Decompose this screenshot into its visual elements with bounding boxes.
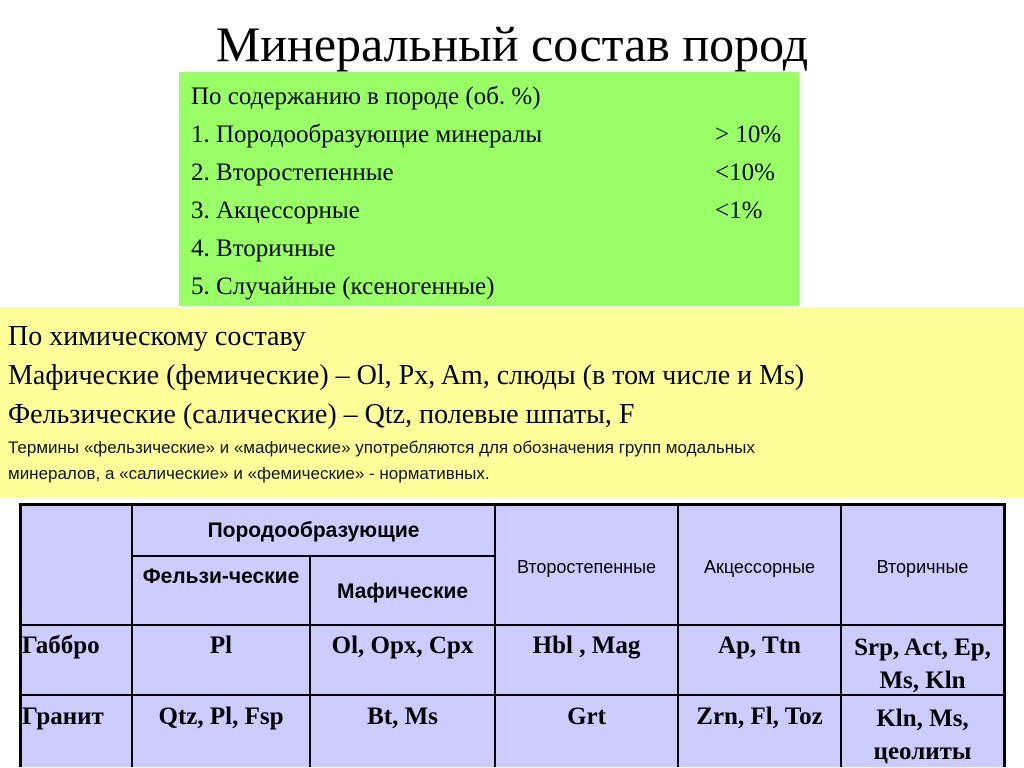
- header-accessory: Акцессорные: [703, 557, 816, 577]
- row-rock-name: Габбро: [22, 632, 100, 659]
- item-label: 1. Породообразующие минералы: [191, 121, 543, 148]
- item-percent: > 10%: [715, 121, 782, 148]
- list-item: [191, 116, 799, 154]
- cell-alteration: Kln, Ms, цеолиты: [873, 705, 972, 765]
- item-label: 3. Акцессорные: [191, 197, 360, 224]
- header-felsic: Фельзи-ческие: [142, 565, 300, 588]
- terminology-note-line: минералов, а «салические» и «фемические» - нормативных.: [8, 464, 490, 483]
- cell-felsic: Qtz, Pl, Fsp: [158, 703, 284, 730]
- item-percent: <1%: [715, 197, 763, 224]
- list-item: [191, 268, 799, 306]
- mineral-table: [19, 503, 1006, 767]
- chemistry-classification-box: [0, 307, 1024, 497]
- list-item: [191, 230, 799, 268]
- list-item: [191, 192, 799, 230]
- item-label: 2. Второстепенные: [191, 159, 394, 186]
- header-alteration: Вторичные: [876, 557, 969, 577]
- item-label: 4. Вторичные: [191, 235, 336, 262]
- header-secondary: Второстепенные: [516, 557, 657, 577]
- page-title: Минеральный состав пород: [215, 16, 809, 72]
- content-classification-box: [179, 72, 799, 306]
- mafic-definition: Мафические (фемические) – Ol, Px, Am, слюды (в том числе и Ms): [8, 360, 805, 391]
- cell-mafic: Bt, Ms: [367, 703, 438, 730]
- item-percent: <10%: [715, 159, 775, 186]
- cell-accessory: Ap, Ttn: [718, 632, 801, 659]
- header-rock-forming: Породообразующие: [207, 519, 420, 542]
- table-grid-line: [131, 555, 494, 557]
- item-label: 5. Случайные (ксеногенные): [191, 273, 495, 300]
- cell-alteration: Srp, Act, Ep, Ms, Kln: [854, 634, 991, 694]
- cell-accessory: Zrn, Fl, Toz: [696, 703, 823, 730]
- header-mafic: Мафические: [336, 580, 469, 603]
- content-heading: По содержанию в породе (об. %): [191, 83, 541, 110]
- cell-mafic: Ol, Opx, Cpx: [331, 632, 474, 659]
- cell-secondary: Grt: [567, 703, 606, 730]
- felsic-definition: Фельзические (салические) – Qtz, полевые шпаты, F: [8, 399, 635, 430]
- table-grid-line: [22, 624, 1003, 626]
- row-rock-name: Гранит: [22, 703, 104, 730]
- cell-secondary: Hbl , Mag: [532, 632, 641, 659]
- list-item: [191, 154, 799, 192]
- terminology-note-line: Термины «фельзические» и «мафические» употребляются для обозначения групп модальных: [8, 438, 755, 457]
- chemistry-heading: По химическому составу: [8, 321, 306, 352]
- cell-felsic: Pl: [209, 632, 233, 659]
